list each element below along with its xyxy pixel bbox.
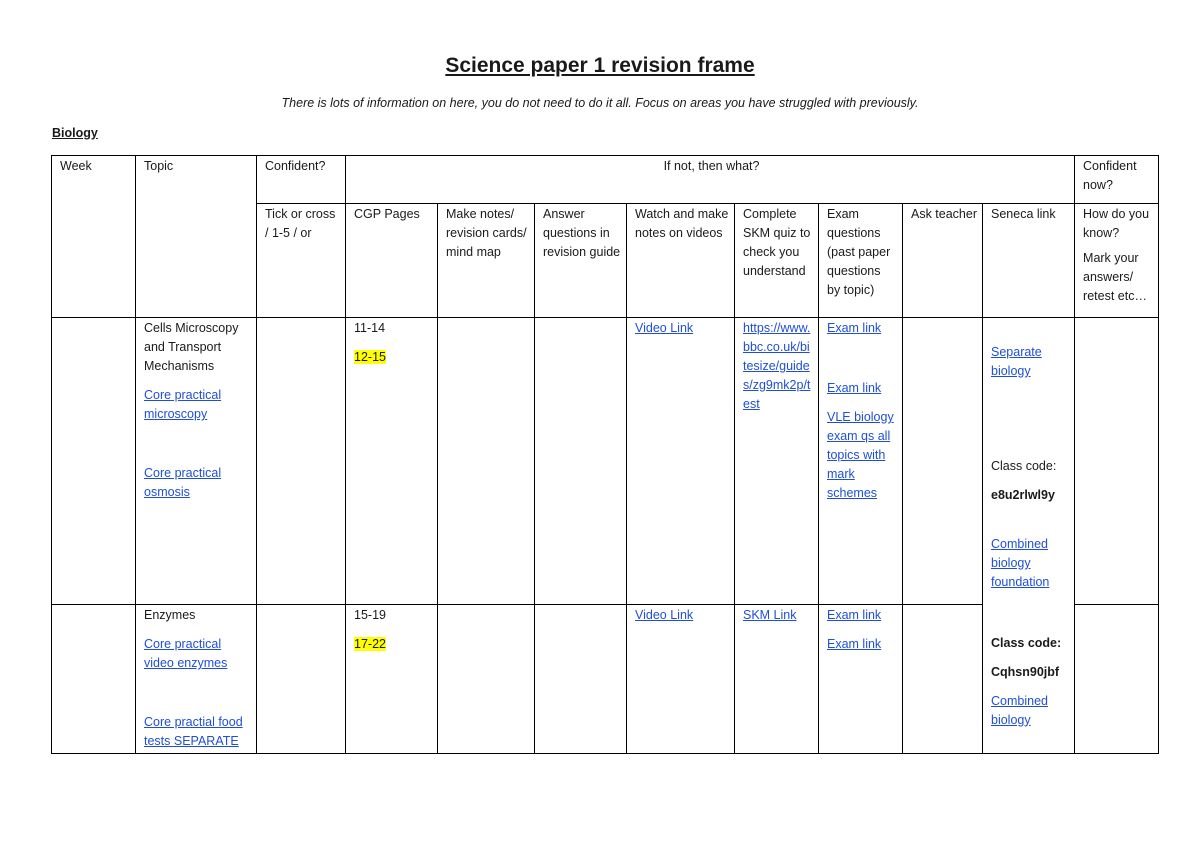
ask-cell: [903, 605, 983, 754]
header-skm: Complete SKM quiz to check you understand: [735, 204, 819, 318]
week-cell: [52, 318, 136, 605]
video-cell: [627, 605, 735, 754]
skm-cell: [735, 318, 819, 605]
header-watch: Watch and make notes on videos: [627, 204, 735, 318]
bitesize-test-link[interactable]: https://www.bbc.co.uk/bitesize/guides/zg9mk2p/test: [743, 321, 811, 411]
header-exam: Exam questions (past paper questions by topic): [819, 204, 903, 318]
header-topic: Topic: [136, 156, 257, 318]
header-tick: Tick or cross / 1-5 / or: [257, 204, 346, 318]
core-practical-video-enzymes-link[interactable]: Core practical video enzymes: [144, 637, 228, 670]
topic-name: Cells Microscopy and Transport Mechanisms: [144, 321, 239, 373]
answer-cell: [535, 318, 627, 605]
header-how-know: [1075, 204, 1159, 318]
confident-now-cell: [1075, 605, 1159, 754]
cgp-pages-highlight: 17-22: [354, 637, 386, 651]
video-cell: [627, 318, 735, 605]
class-code-label: Class code:: [991, 459, 1057, 473]
header-if-not: If not, then what?: [346, 156, 1075, 204]
confident-cell: [257, 605, 346, 754]
header-ask: Ask teacher: [903, 204, 983, 318]
class-code-value: e8u2rlwl9y: [991, 488, 1055, 502]
cgp-cell: [346, 318, 438, 605]
vle-exam-questions-link[interactable]: VLE biology exam qs all topics with mark schemes: [827, 410, 894, 500]
video-link[interactable]: Video Link: [635, 321, 694, 335]
ask-cell: [903, 318, 983, 605]
document-title: Science paper 1 revision frame: [445, 54, 755, 77]
header-confident: Confident?: [257, 156, 346, 204]
combined-biology-foundation-link[interactable]: Combined biology foundation: [991, 537, 1050, 589]
cgp-cell: [346, 605, 438, 754]
header-week: Week: [52, 156, 136, 318]
class-code-value: Cqhsn90jbf: [991, 664, 1060, 679]
core-practical-food-tests-link[interactable]: Core practial food tests SEPARATE: [144, 715, 243, 748]
topic-row-enzymes: [52, 605, 1159, 754]
week-cell: [52, 605, 136, 754]
seneca-cell: [983, 605, 1075, 754]
header-confident-now: Confident now?: [1075, 156, 1159, 204]
revision-table: [51, 155, 1159, 754]
core-practical-microscopy-link[interactable]: Core practical microscopy: [144, 388, 222, 421]
exam-cell: [819, 318, 903, 605]
exam-link-2[interactable]: Exam link: [827, 381, 882, 395]
section-heading: Biology: [52, 126, 98, 140]
header-cgp: CGP Pages: [346, 204, 438, 318]
notes-cell: [438, 318, 535, 605]
seneca-cell: [983, 318, 1075, 605]
separate-biology-link[interactable]: Separate biology: [991, 345, 1042, 378]
header-answer: Answer questions in revision guide: [535, 204, 627, 318]
header-row-1: [52, 156, 1159, 204]
video-link[interactable]: Video Link: [635, 608, 694, 622]
topic-row-cells: [52, 318, 1159, 605]
notes-cell: [438, 605, 535, 754]
header-seneca: Seneca link: [983, 204, 1075, 318]
class-code-label: Class code:: [991, 635, 1062, 650]
core-practical-osmosis-link[interactable]: Core practical osmosis: [144, 466, 222, 499]
topic-cell: [136, 318, 257, 605]
exam-link[interactable]: Exam link: [827, 321, 882, 335]
confident-now-cell: [1075, 318, 1159, 605]
cgp-pages-highlight: 12-15: [354, 350, 386, 364]
skm-cell: [735, 605, 819, 754]
combined-biology-link[interactable]: Combined biology: [991, 693, 1048, 727]
topic-cell: [136, 605, 257, 754]
how-know-text: How do you know?: [1083, 207, 1150, 240]
cgp-pages: 15-19: [354, 608, 386, 622]
skm-link[interactable]: SKM Link: [743, 608, 797, 622]
exam-cell: [819, 605, 903, 754]
exam-link[interactable]: Exam link: [827, 608, 882, 622]
exam-link-2[interactable]: Exam link: [827, 637, 882, 651]
answer-cell: [535, 605, 627, 754]
topic-name: Enzymes: [144, 608, 196, 622]
confident-cell: [257, 318, 346, 605]
mark-answers-text: Mark your answers/ retest etc…: [1083, 251, 1147, 303]
header-notes: Make notes/ revision cards/ mind map: [438, 204, 535, 318]
document-subtitle: There is lots of information on here, you do not need to do it all. Focus on areas you have struggled with previously.: [281, 96, 919, 110]
cgp-pages: 11-14: [354, 321, 386, 335]
